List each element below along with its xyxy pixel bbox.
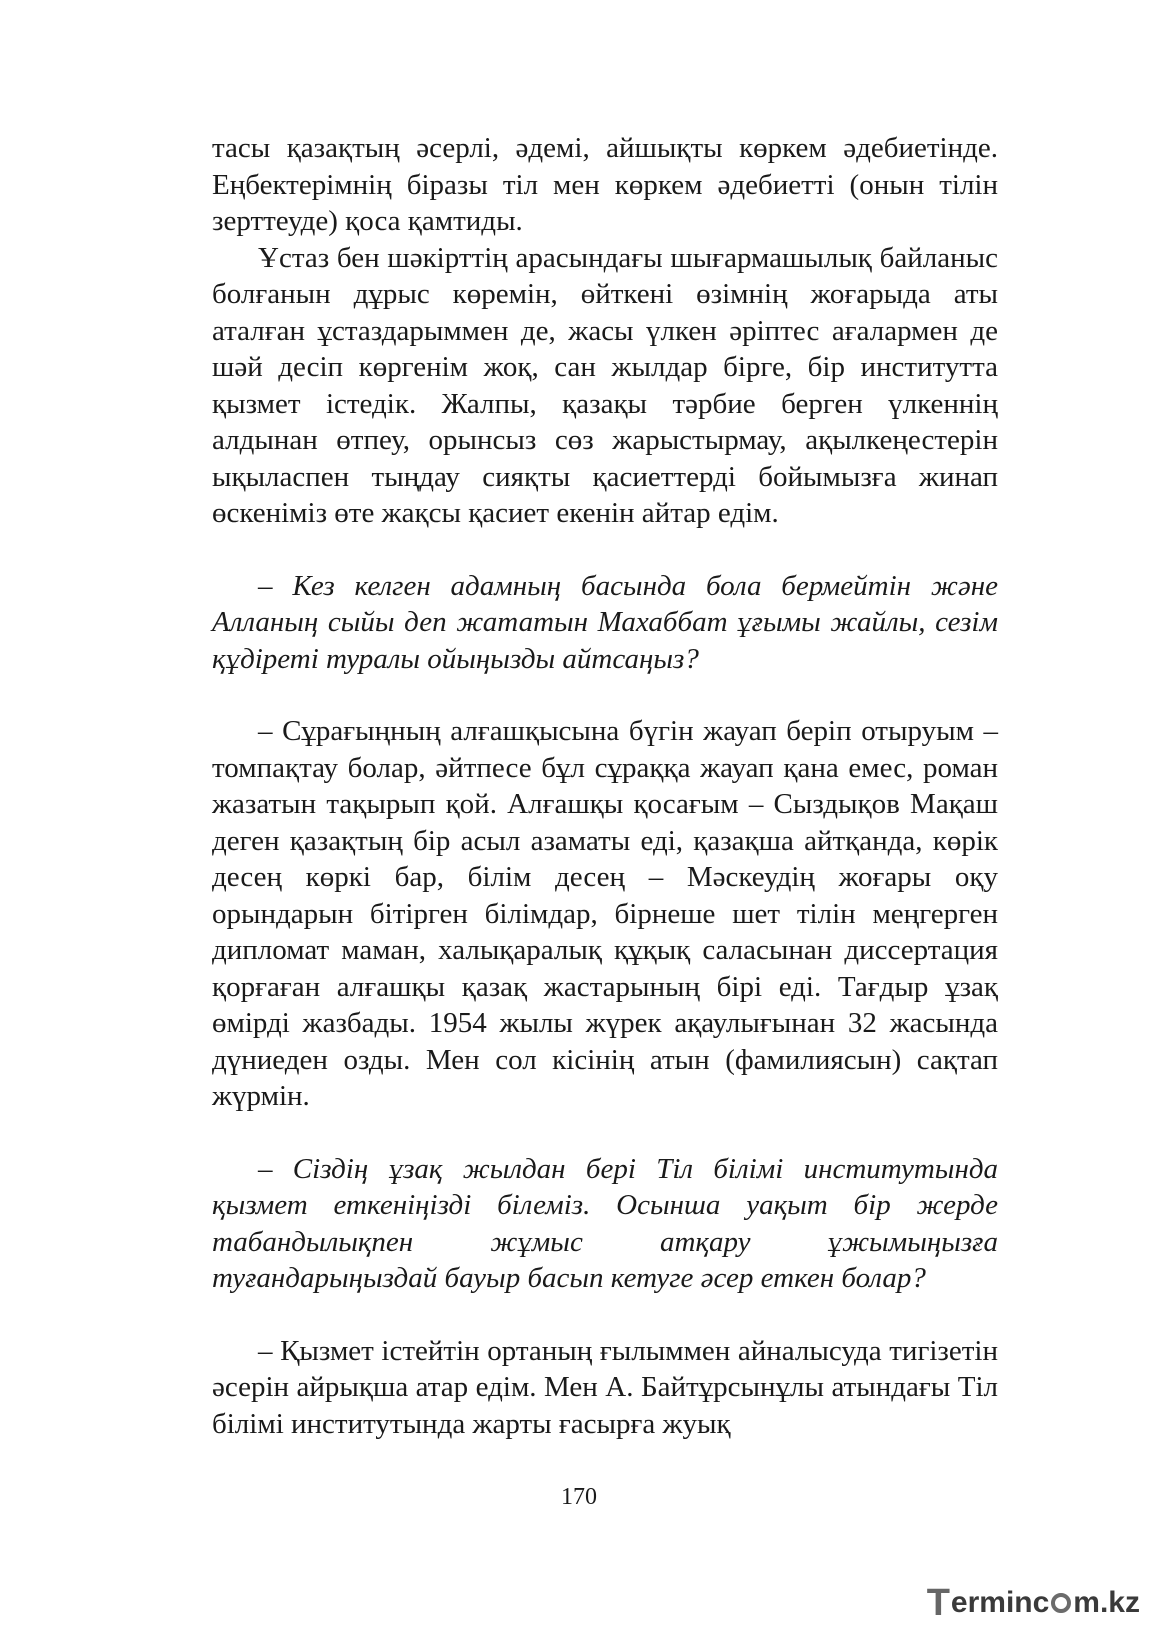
- termincom-watermark: [927, 1583, 1140, 1623]
- interview-answer: – Сұрағыңның алғашқысына бүгін жауап беріп отыруым – томпақтау болар, әйтпесе бұл сұраққа жауап қана емес, роман жазатын тақырып қой. Алғашқы қосағым – Сыздықов Мақаш деген қазақтың бір асыл азаматы еді, қазақша айтқанда, көрік десең көркі бар, білім десең – Мәскеудің жоғары оқу орындарын бітірген білімдар, бірнеше шет тілін меңгерген дипломат маман, халықаралық құқық саласынан диссертация қорғаған алғашқы қазақ жастарының бірі еді. Тағдыр ұзақ өмірді жазбады. 1954 жылы жүрек ақаулығынан 32 жасында дүниеден озды. Мен сол кісінің атын (фамилиясын) сақтап жүрмін.: [212, 715, 998, 1112]
- watermark-t-letter: T: [926, 1581, 950, 1624]
- page-number: 170: [561, 1484, 597, 1510]
- paragraph-body: Ұстаз бен шәкірттің арасындағы шығармашылық байланыс болғанын дұрыс көремін, өйткені өзімнің жоғарыда аты аталған ұстаздарыммен де, жасы үлкен әріптес ағалармен де шәй десіп көргенім жоқ, сан жылдар бірге, бір институтта қызмет істедік. Жалпы, қазақы тәрбие берген үлкеннің алдынан өтпеу, орынсыз сөз жарыстырмау, ақылкеңестерін ықыласпен тыңдау сияқты қасиеттерді бойымызға жинап өскеніміз өте жақсы қасиет екенін айтар едім.: [212, 241, 998, 529]
- interview-answer: – Қызмет істейтін ортаның ғылыммен айналысуда тигізетін әсерін айрықша атар едім. Мен А. Байтұрсынұлы атындағы Тіл білімі институтында жарты ғасырға жуық: [212, 1334, 998, 1440]
- watermark-o-circle-icon: [1051, 1593, 1071, 1613]
- interview-question: – Кез келген адамның басында бола бермейтін және Алланың сыйы деп жататын Махаббат ұғымы жайлы, сезім құдіреті туралы ойыңызды айтсаңыз?: [212, 569, 998, 675]
- page-body: [212, 130, 998, 1442]
- interview-question: – Сіздің ұзақ жылдан бері Тіл білімі институтында қызмет еткеніңізді білеміз. Осынша уақыт бір жерде табандылықпен жұмыс атқару ұжымыңызға туғандарыңыздай бауыр басып кетуге әсер еткен болар?: [212, 1152, 998, 1294]
- watermark-text-end: m.kz: [1073, 1586, 1140, 1619]
- paragraph-continuation: тасы қазақтың әсерлі, әдемі, айшықты көркем әдебиетінде. Еңбектерімнің біразы тіл мен көркем әдебиетті (онын тілін зерттеуде) қоса қамтиды.: [212, 132, 998, 237]
- watermark-text-start: erminc: [950, 1586, 1050, 1619]
